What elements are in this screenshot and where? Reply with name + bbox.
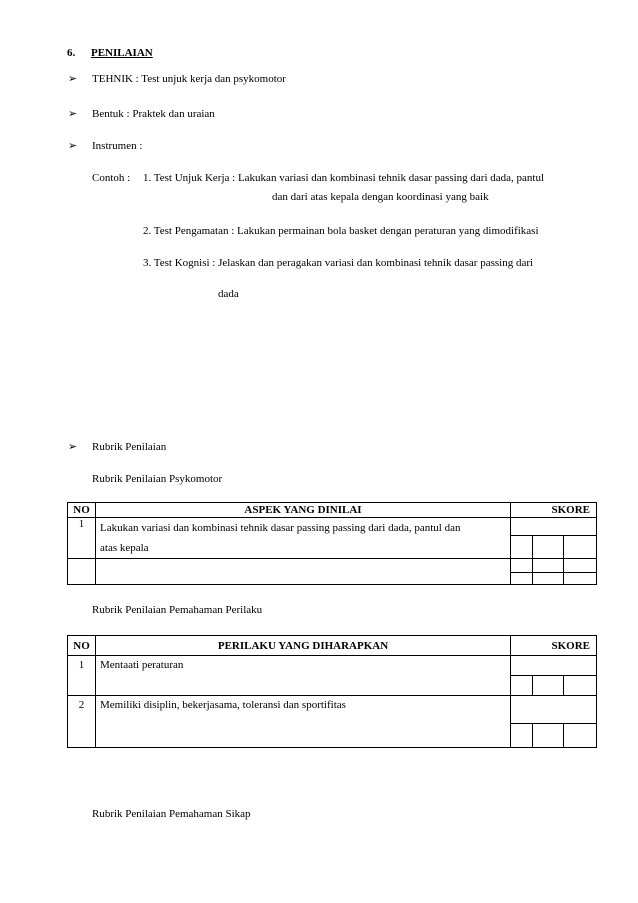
bullet-rubrik: Rubrik Penilaian — [92, 441, 167, 453]
score-cell — [533, 559, 564, 573]
table1-caption: Rubrik Penilaian Psykomotor — [92, 473, 223, 485]
psykomotor-table — [67, 502, 597, 585]
contoh-item-3-line-2: dada — [218, 288, 239, 300]
arrow-bullet-icon: ➢ — [68, 73, 78, 85]
row-aspek-line-2: atas kepala — [100, 542, 149, 554]
header-aspek: ASPEK YANG DINILAI — [96, 503, 511, 518]
contoh-item-3-line-1: 3. Test Kognisi : Jelaskan dan peragakan variasi dan kombinasi tehnik dasar passing dari — [143, 257, 534, 269]
table-header-row — [68, 636, 597, 656]
table-row-empty — [68, 559, 597, 573]
row-perilaku: Memiliki disiplin, bekerjasama, toleransi dan sportifitas — [96, 696, 511, 748]
contoh-item-1-line-2: dan dari atas kepala dengan koordinasi yang baik — [272, 191, 489, 203]
header-perilaku: PERILAKU YANG DIHARAPKAN — [96, 636, 511, 656]
header-no: NO — [68, 503, 96, 518]
score-cell — [533, 676, 564, 696]
arrow-bullet-icon: ➢ — [68, 441, 78, 453]
row-perilaku: Mentaati peraturan — [96, 656, 511, 696]
table3-caption: Rubrik Penilaian Pemahaman Sikap — [92, 808, 251, 820]
arrow-bullet-icon: ➢ — [68, 140, 78, 152]
score-cell — [564, 559, 597, 573]
header-skore: SKORE — [511, 503, 597, 518]
perilaku-table — [67, 635, 597, 748]
arrow-bullet-icon: ➢ — [68, 108, 78, 120]
table-row — [68, 696, 597, 724]
bullet-tehnik: TEHNIK : Test unjuk kerja dan psykomotor — [92, 73, 286, 85]
score-cell — [511, 724, 533, 748]
empty-cell — [68, 559, 96, 585]
score-cell — [511, 536, 533, 559]
row-aspek-line-1: Lakukan variasi dan kombinasi tehnik dasar passing passing dari dada, pantul dan — [100, 522, 461, 534]
score-cell — [564, 536, 597, 559]
header-no: NO — [68, 636, 96, 656]
score-cell — [511, 518, 597, 536]
score-cell — [511, 559, 533, 573]
contoh-item-2: 2. Test Pengamatan : Lakukan permainan bola basket dengan peraturan yang dimodifikasi — [143, 225, 539, 237]
score-cell — [533, 536, 564, 559]
row-no: 1 — [68, 656, 96, 696]
score-cell — [533, 724, 564, 748]
table2-caption: Rubrik Penilaian Pemahaman Perilaku — [92, 604, 263, 616]
table-header-row — [68, 503, 597, 518]
score-cell — [533, 573, 564, 585]
table-row — [68, 518, 597, 536]
score-cell — [511, 573, 533, 585]
score-cell — [511, 696, 597, 724]
table-row — [68, 656, 597, 676]
score-cell — [564, 573, 597, 585]
score-cell — [511, 676, 533, 696]
row-aspek — [96, 518, 511, 559]
header-skore: SKORE — [511, 636, 597, 656]
contoh-item-1-line-1: 1. Test Unjuk Kerja : Lakukan variasi dan kombinasi tehnik dasar passing dari dada, pantul — [143, 172, 545, 184]
score-cell — [564, 724, 597, 748]
contoh-label: Contoh : — [92, 172, 131, 184]
empty-cell — [96, 559, 511, 585]
section-title: PENILAIAN — [91, 47, 153, 59]
section-number: 6. — [67, 47, 76, 59]
row-no: 1 — [68, 518, 96, 559]
bullet-instrumen: Instrumen : — [92, 140, 143, 152]
bullet-bentuk: Bentuk : Praktek dan uraian — [92, 108, 215, 120]
score-cell — [564, 676, 597, 696]
score-cell — [511, 656, 597, 676]
row-no: 2 — [68, 696, 96, 748]
